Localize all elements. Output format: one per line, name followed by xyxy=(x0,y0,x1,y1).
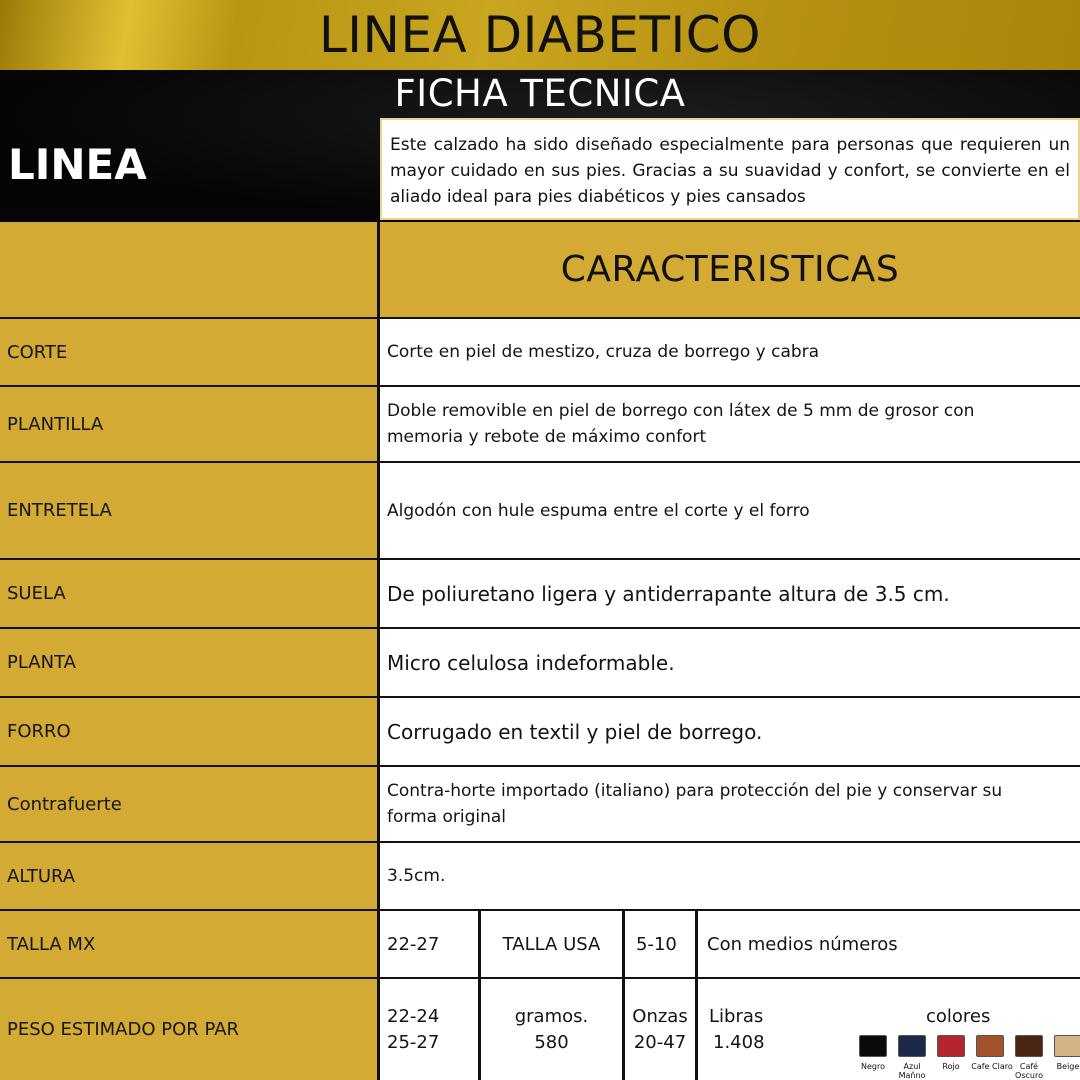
table-row xyxy=(0,319,1080,385)
color-name: Café Oscuro xyxy=(1015,1062,1043,1080)
table-header-row xyxy=(0,222,1080,317)
description-box: Este calzado ha sido diseñado especialmente para personas que requieren un mayor cuidado en sus pies. Gracias a su suavidad y confort, se convierte en el aliado ideal para pies diabéticos y pies cansados xyxy=(380,118,1080,220)
libras-label: Libras xyxy=(709,1006,764,1027)
page-subtitle: FICHA TECNICA xyxy=(394,72,686,115)
row-value: 3.5cm. xyxy=(380,843,1080,909)
gramos-value: 580 xyxy=(534,1032,569,1053)
table-row xyxy=(0,560,1080,627)
table-row xyxy=(0,463,1080,558)
color-swatch-negro xyxy=(859,1035,887,1057)
peso-gramos xyxy=(481,979,622,1080)
spec-table xyxy=(0,222,1080,1080)
peso-libras xyxy=(709,1004,765,1056)
peso-libras-colores xyxy=(698,979,1080,1080)
color-name: Cafe Claro xyxy=(971,1062,1013,1071)
colors-title: colores xyxy=(926,1006,991,1027)
onzas-label: Onzas xyxy=(632,1006,688,1027)
color-name: Azul Maňno xyxy=(898,1062,926,1080)
linea-label: LINEA xyxy=(8,140,147,189)
row-label: CORTE xyxy=(0,319,377,385)
talla-mx-value: 22-27 xyxy=(380,911,478,977)
libras-value: 1.408 xyxy=(713,1032,765,1053)
row-label: ENTRETELA xyxy=(0,463,377,558)
peso-onzas xyxy=(625,979,695,1080)
section-title: CARACTERISTICAS xyxy=(380,222,1080,317)
header-empty-cell xyxy=(0,222,377,317)
gramos-label: gramos. xyxy=(514,1006,589,1027)
page-title: LINEA DIABETICO xyxy=(318,6,762,64)
color-name: Rojo xyxy=(942,1062,960,1071)
color-swatches xyxy=(859,1035,1080,1057)
color-swatch-azul xyxy=(898,1035,926,1057)
talla-usa-value: 5-10 xyxy=(625,911,695,977)
table-row xyxy=(0,843,1080,909)
row-label: TALLA MX xyxy=(0,911,377,977)
color-swatch-rojo xyxy=(937,1035,965,1057)
row-label: PLANTA xyxy=(0,629,377,696)
peso-sizes xyxy=(380,979,478,1080)
row-value xyxy=(380,387,1080,461)
row-value-text: Doble removible en piel de borrego con látex de 5 mm de grosor con memoria y rebote de máximo confort xyxy=(387,401,975,447)
peso-sizes-2: 25-27 xyxy=(387,1032,440,1053)
row-value: Corrugado en textil y piel de borrego. xyxy=(380,698,1080,765)
row-value xyxy=(380,767,1080,841)
table-row xyxy=(0,767,1080,841)
row-label: SUELA xyxy=(0,560,377,627)
peso-sizes-1: 22-24 xyxy=(387,1006,440,1027)
row-value: Corte en piel de mestizo, cruza de borrego y cabra xyxy=(380,319,1080,385)
table-row xyxy=(0,698,1080,765)
row-value: Micro celulosa indeformable. xyxy=(380,629,1080,696)
talla-note: Con medios números xyxy=(698,911,1080,977)
color-swatch-beige xyxy=(1054,1035,1080,1057)
talla-usa-label: TALLA USA xyxy=(481,911,622,977)
talla-row xyxy=(0,911,1080,977)
row-label: Contrafuerte xyxy=(0,767,377,841)
table-row xyxy=(0,629,1080,696)
color-swatch-cafe-claro xyxy=(976,1035,1004,1057)
row-label: PLANTILLA xyxy=(0,387,377,461)
onzas-value: 20-47 xyxy=(633,1032,687,1053)
row-label: FORRO xyxy=(0,698,377,765)
color-swatch-cafe-oscuro xyxy=(1015,1035,1043,1057)
color-name: Beige xyxy=(1056,1062,1080,1071)
row-value: Algodón con hule espuma entre el corte y el forro xyxy=(380,463,1080,558)
peso-row xyxy=(0,979,1080,1080)
title-bar xyxy=(0,0,1080,70)
row-label: PESO ESTIMADO POR PAR xyxy=(0,979,377,1080)
table-row xyxy=(0,387,1080,461)
color-name: Negro xyxy=(861,1062,885,1071)
row-value-text: Contra-horte importado (italiano) para protección del pie y conservar su forma original xyxy=(387,781,1003,827)
row-label: ALTURA xyxy=(0,843,377,909)
row-value: De poliuretano ligera y antiderrapante altura de 3.5 cm. xyxy=(380,560,1080,627)
